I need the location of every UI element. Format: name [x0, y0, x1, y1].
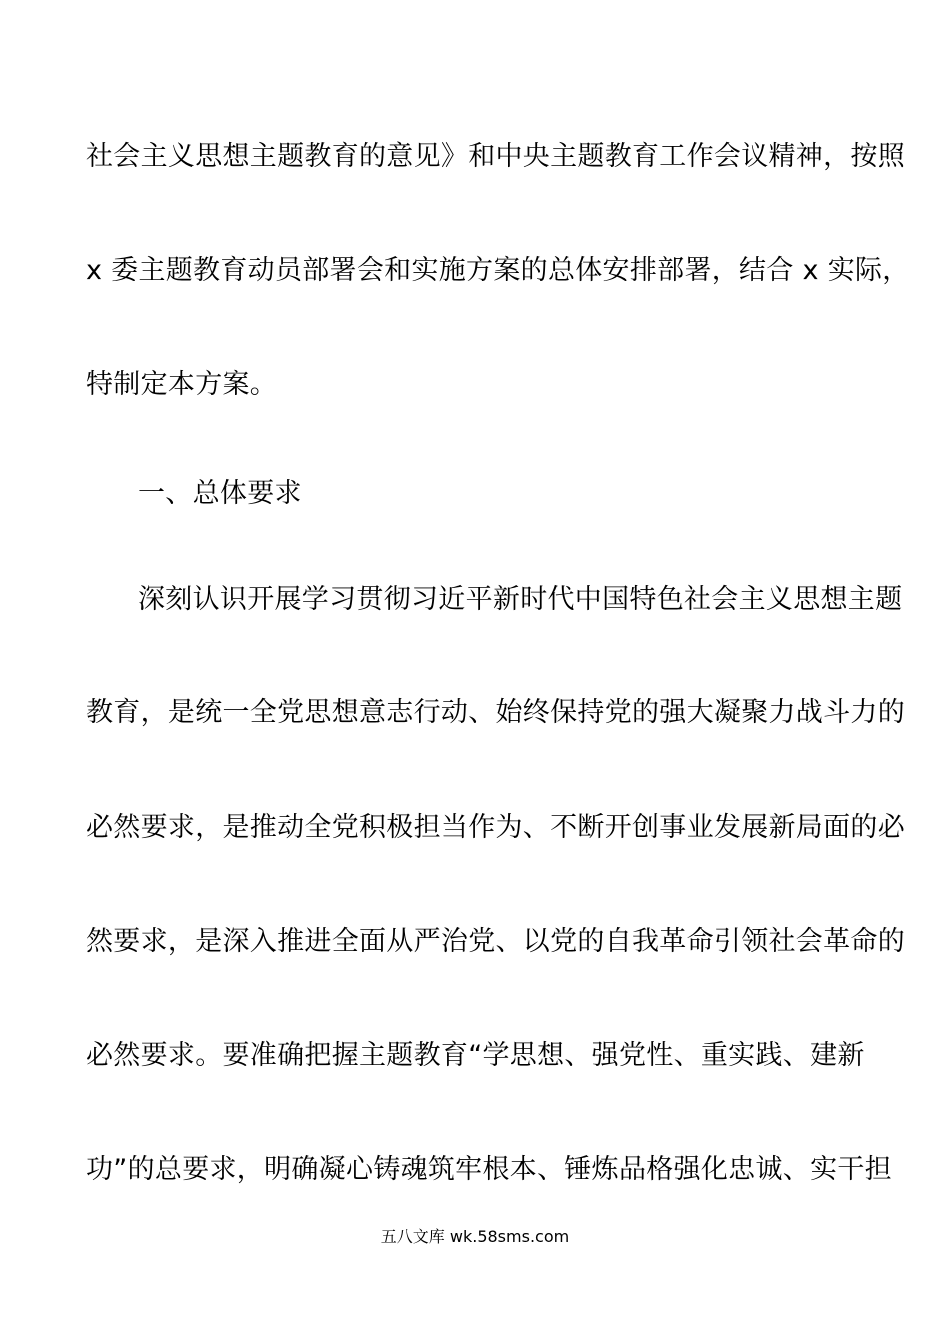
- footer-watermark: 五八文库 wk.58sms.com: [380, 1227, 570, 1246]
- paragraph-line-3: 特制定本方案。: [86, 369, 278, 400]
- paragraph-line-4: 深刻认识开展学习贯彻习近平新时代中国特色社会主义思想主题: [138, 584, 903, 615]
- paragraph-line-7: 然要求，是深入推进全面从严治党、以党的自我革命引领社会革命的: [86, 926, 905, 957]
- paragraph-line-6: 必然要求，是推动全党积极担当作为、不断开创事业发展新局面的必: [86, 812, 905, 843]
- paragraph-line-1: 社会主义思想主题教育的意见》和中央主题教育工作会议精神，按照: [86, 141, 905, 172]
- section-heading: 一、总体要求: [138, 478, 302, 509]
- paragraph-line-5: 教育，是统一全党思想意志行动、始终保持党的强大凝聚力战斗力的: [86, 697, 905, 728]
- paragraph-line-2: x 委主题教育动员部署会和实施方案的总体安排部署，结合 x 实际，: [86, 255, 910, 286]
- paragraph-line-9: 功”的总要求，明确凝心铸魂筑牢根本、锤炼品格强化忠诚、实干担: [86, 1154, 892, 1185]
- paragraph-line-8: 必然要求。要准确把握主题教育“学思想、强党性、重实践、建新: [86, 1040, 865, 1071]
